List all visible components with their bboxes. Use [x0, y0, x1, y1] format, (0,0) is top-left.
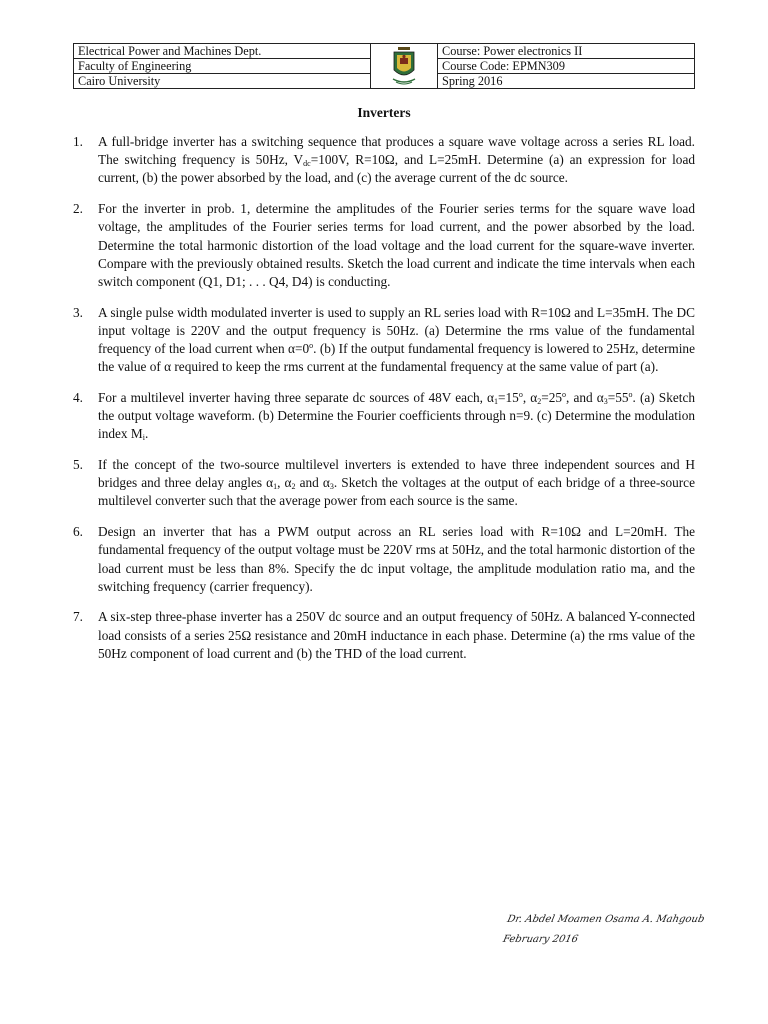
page-title: Inverters [357, 105, 411, 120]
problem-number: 4. [73, 389, 83, 405]
problem-number: 6. [73, 524, 83, 540]
problem-1 [73, 133, 695, 188]
problem-text: Design an inverter that has a PWM output across an RL series load with R=10Ω and L=20mH. The fundamental frequency of the output voltage must be 220V rms at 50Hz, and the total harmonic distortion of the load current must be less than 8%. Specify the dc input voltage, the amplitude modulation ratio ma, and the switching frequency (carrier frequency). [98, 524, 695, 594]
problem-text: A single pulse width modulated inverter is used to supply an RL series load with R=10Ω and L=35mH. The DC input voltage is 220V and the output frequency is 50Hz. (a) Determine the rms value of the fundamental frequency of the load current when $\alpha=0^o$. (b) If the output fundamental frequency is lowered to 25Hz, determine the value of α required to keep the rms current at the fundamental frequency at the same value of part (a). [98, 304, 695, 375]
problem-number: 1. [73, 134, 83, 149]
problem-6 [73, 523, 695, 596]
problem-3 [73, 304, 695, 377]
problem-text: For a multilevel inverter having three separate dc sources of 48V each, $\alpha_1=15^o$, $\alpha_2=25^o$, and $\alpha_3=55^o$. (a) Sketch the output voltage waveform. (b) Determine the Fourier coefficients through n=9. (c) Determine the modulation index $M_i$. [98, 389, 695, 443]
dept-cell: Electrical Power and Machines Dept. [74, 44, 371, 59]
problem-text: A full-bridge inverter has a switching sequence that produces a square wave voltage across a series RL load. The switching frequency is 50Hz, $V_{dc}=100V$, R=10Ω, and L=25mH. Determine (a) an expression for load current, (b) the power absorbed by the load, and (c) the average current of the dc source. [98, 134, 695, 186]
problem-4 [73, 389, 695, 444]
course-code-cell: Course Code: EPMN309 [438, 59, 695, 74]
university-cell: Cairo University [74, 74, 371, 89]
signature-name: Dr. Abdel Moamen Osama A. Mahgoub [506, 914, 706, 925]
problem-text: If the concept of the two-source multilevel inverters is extended to have three independent sources and H bridges and three delay angles $\alpha_1$, $\alpha_2$ and $\alpha_3$. Sketch the voltages at the output of each bridge of a three-source multilevel converter such that the average power from each source is the same. [98, 457, 695, 509]
course-cell: Course: Power electronics II [438, 44, 695, 59]
problem-7 [73, 608, 695, 663]
university-logo-icon [389, 46, 419, 86]
header-table [73, 43, 695, 89]
problem-2 [73, 200, 695, 291]
problem-list [73, 133, 695, 676]
problem-number: 2. [73, 201, 83, 217]
signature-date: February 2016 [501, 934, 580, 945]
problem-number: 3. [73, 304, 83, 320]
problem-number: 5. [73, 457, 83, 473]
problem-number: 7. [73, 609, 83, 625]
signature [501, 910, 707, 950]
problem-text: A six-step three-phase inverter has a 250V dc source and an output frequency of 50Hz. A balanced Y-connected load consists of a series 25Ω resistance and 20mH inductance in each phase. Determine (a) the rms value of the 50Hz component of load current and (b) the THD of the load current. [98, 609, 695, 661]
term-cell: Spring 2016 [438, 74, 695, 89]
faculty-cell: Faculty of Engineering [74, 59, 371, 74]
problem-text: For the inverter in prob. 1, determine the amplitudes of the Fourier series terms for the square wave load voltage, the amplitudes of the Fourier series terms for load current, and the power absorbed by the load. Determine the total harmonic distortion of the load voltage and the load current for the square-wave inverter. Compare with the previously obtained results. Sketch the load current and indicate the time intervals when each switch component (Q1, D1; . . . Q4, D4) is conducting. [98, 201, 695, 289]
problem-5 [73, 456, 695, 511]
logo-cell [371, 44, 438, 89]
